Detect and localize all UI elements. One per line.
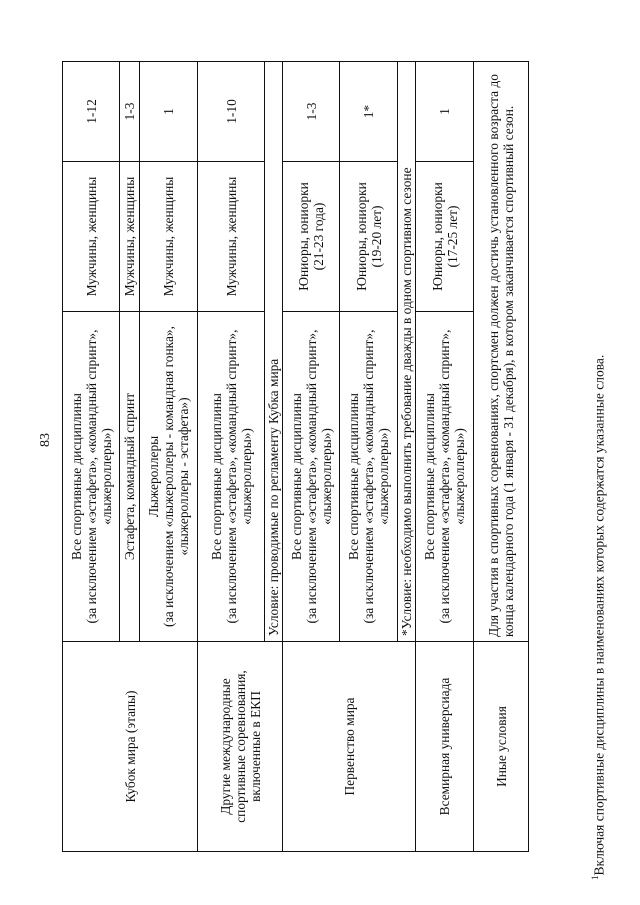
other-conditions-text: Для участия в спортивных соревнованиях, спортсмен должен достичь установленного возраста до конца календарного года (1 января - 31 декабря), в котором заканчивается спортивный сезон. — [474, 62, 529, 642]
table-row — [474, 62, 529, 852]
discipline-cell: Все спортивные дисциплины (за исключением «эстафета», «командный спринт», «лыжероллеры») — [63, 312, 120, 642]
condition-note: *Условие: необходимо выполнить требование дважды в одном спортивном сезоне — [398, 62, 416, 642]
places-cell: 1-12 — [63, 62, 120, 162]
gender-cell: Мужчины, женщины — [63, 162, 120, 312]
competition-name: Первенство мира — [283, 642, 416, 852]
discipline-cell: Все спортивные дисциплины (за исключением «эстафета», «командный спринт», «лыжероллеры») — [198, 312, 265, 642]
table-row — [283, 62, 340, 852]
gender-cell: Мужчины, женщины — [120, 162, 140, 312]
page-number: 83 — [38, 433, 53, 447]
discipline-cell: Все спортивные дисциплины (за исключением «эстафета», «командный спринт», «лыжероллеры») — [416, 312, 474, 642]
footnote-text: Включая спортивные дисциплины в наименованиях которых содержатся указанные слова. — [591, 354, 607, 876]
places-cell: 1* — [340, 62, 398, 162]
discipline-cell: Все спортивные дисциплины (за исключением «эстафета», «командный спринт», «лыжероллеры») — [340, 312, 398, 642]
footnote-mark: 1 — [590, 875, 600, 880]
discipline-cell: Эстафета, командный спринт — [120, 312, 140, 642]
table-row — [416, 62, 474, 852]
condition-note: Условие: проводимые по регламенту Кубка мира — [265, 62, 283, 642]
table-row — [198, 62, 265, 852]
competition-name: Другие международные спортивные соревнования, включенные в ЕКП — [198, 642, 283, 852]
footnote — [590, 60, 608, 880]
competition-name: Всемирная универсиада — [416, 642, 474, 852]
gender-cell: Юниоры, юниорки (19-20 лет) — [340, 162, 398, 312]
competition-name: Кубок мира (этапы) — [63, 642, 198, 852]
competition-name: Иные условия — [474, 642, 529, 852]
table-row — [63, 62, 120, 852]
rotated-table-container — [62, 62, 522, 852]
places-cell: 1-10 — [198, 62, 265, 162]
gender-cell: Мужчины, женщины — [198, 162, 265, 312]
places-cell: 1 — [140, 62, 198, 162]
places-cell: 1-3 — [120, 62, 140, 162]
gender-cell: Юниоры, юниорки (17-25 лет) — [416, 162, 474, 312]
gender-cell: Мужчины, женщины — [140, 162, 198, 312]
places-cell: 1-3 — [283, 62, 340, 162]
discipline-cell: Лыжероллеры (за исключением «лыжероллеры - командная гонка», «лыжероллеры - эстафета») — [140, 312, 198, 642]
gender-cell: Юниоры, юниорки (21-23 года) — [283, 162, 340, 312]
places-cell: 1 — [416, 62, 474, 162]
sport-requirements-table — [62, 61, 529, 852]
discipline-cell: Все спортивные дисциплины (за исключением «эстафета», «командный спринт», «лыжероллеры») — [283, 312, 340, 642]
